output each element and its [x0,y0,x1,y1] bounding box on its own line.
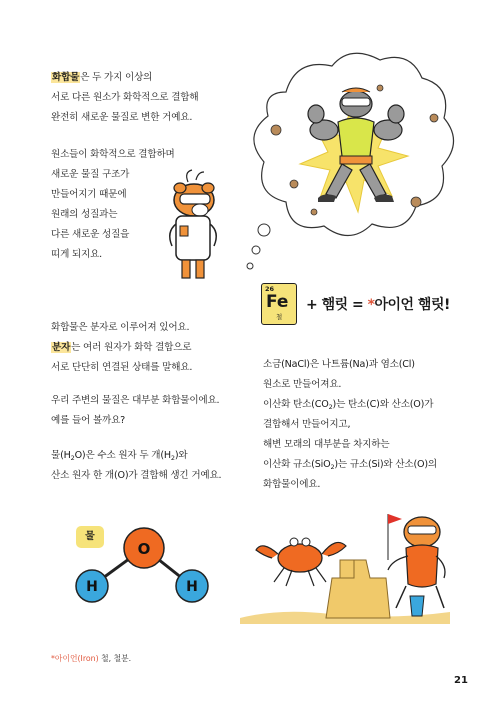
element-name: 철 [276,313,283,321]
molecule-paragraph: 화합물은 분자로 이루어져 있어요. 분자는 여러 원자가 화학 결합으로 서로 단단히 연결된 상태를 말해요. [51,322,193,373]
water-molecule-diagram [70,520,220,620]
thought-cloud-strongman-illustration [246,52,458,262]
iron-hamlet-pun: + 햄릿 = *아이언 햄릿! [306,297,450,313]
everyday-paragraph: 우리 주변의 물질은 대부분 화합물이에요. 예를 들어 볼까요? [51,395,220,426]
oxygen-atom-label: O [137,540,151,558]
element-symbol: Fe [266,292,289,312]
hydrogen-atom-label-right: H [186,579,198,595]
atomic-number: 26 [265,285,275,293]
footnote: *아이언(Iron) 철, 철분. [51,654,132,663]
thought-bubble-dots [236,222,276,282]
water-paragraph: 물$(H_2O)$은 수소 원자 두 개$(H_2)$와 산소 원자 한 개(O)가 결합해 생긴 거예요. [51,450,222,481]
hydrogen-atom-label-left: H [86,579,98,595]
page-number: 21 [454,675,468,686]
bonding-paragraph: 원소들이 화학적으로 결합하며 새로운 물질 구조가 만들어지기 때문에 원래의 성질과는 다른 새로운 성질을 띠게 되지요. [51,149,175,260]
compounds-examples-paragraph: 소금(NaCl)은 나트륨(Na)과 염소(Cl) 원소로 만들어져요. 이산화 탄소$(CO_2)$는 탄소(C)와 산소(O)가 결합해서 만들어지고, 해변 모래의 대부분을 차지하는 이산화 규소(SiO$_2$)는 규소(Si)와 산소(O)의 화합물이에요. [263,359,437,490]
beach-crab-sandcastle-illustration [240,500,455,630]
compound-term: 화합물 [52,72,80,83]
intro-paragraph: 화합물은 두 가지 이상의 서로 다른 원소가 화학적으로 결합해 완전히 새로운 물질로 변한 거예요. [51,72,199,123]
mascot-scientist-illustration [150,168,230,283]
iron-element-card [261,283,297,325]
water-label-tag: 물 [76,526,104,548]
molecule-term: 분자 [52,342,71,353]
